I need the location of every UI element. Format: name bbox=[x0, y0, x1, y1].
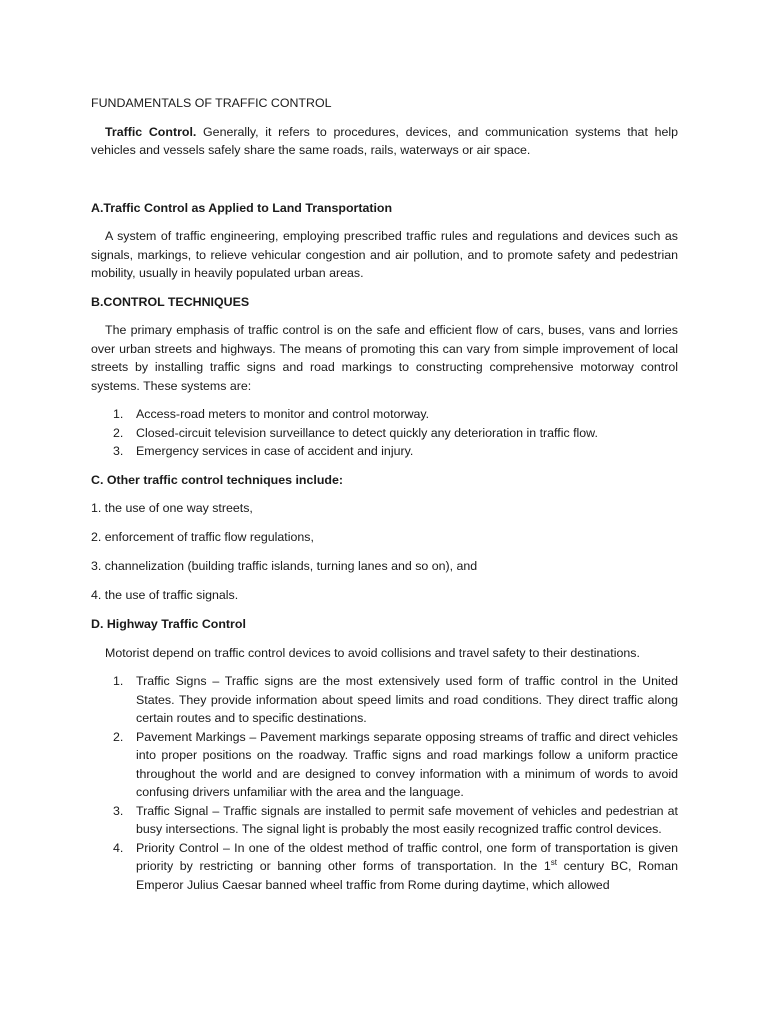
section-a-heading: A.Traffic Control as Applied to Land Transportation bbox=[91, 200, 393, 215]
list-item: 4. the use of traffic signals. bbox=[91, 588, 239, 602]
section-b-heading: B.CONTROL TECHNIQUES bbox=[91, 294, 250, 309]
list-item: 4. Priority Control – In one of the oldest method of traffic control, one form of transportation is given priority by restricting or banning other forms of transportation. In the 1st century BC, Roman Emperor Julius Caesar banned wheel traffic from Rome during daytime, which allowed bbox=[113, 840, 678, 892]
section-b-body: The primary emphasis of traffic control is on the safe and efficient flow of cars, buses, vans and lorries over urban streets and highways. The means of promoting this can vary from simple improvement of local streets by installing traffic signs and road markings to constructing comprehensive motorway control systems. These systems are: bbox=[91, 323, 678, 393]
list-item: 1. Access-road meters to monitor and control motorway. bbox=[113, 407, 430, 421]
document-title: FUNDAMENTALS OF TRAFFIC CONTROL bbox=[91, 96, 332, 110]
section-d-list bbox=[91, 672, 678, 894]
list-item: 1. Traffic Signs – Traffic signs are the most extensively used form of traffic control in the United States. They provide information about speed limits and road conditions. They direct traffic along certain routes and to specific destinations. bbox=[113, 674, 678, 725]
intro-term: Traffic Control. bbox=[105, 124, 197, 139]
section-d-heading: D. Highway Traffic Control bbox=[91, 617, 246, 631]
list-item: 3. Emergency services in case of accident and injury. bbox=[113, 444, 414, 458]
list-item: 2. Closed-circuit television surveillance to detect quickly any deterioration in traffic flow. bbox=[113, 425, 598, 440]
section-c-heading: C. Other traffic control techniques include: bbox=[91, 472, 343, 487]
list-item: 2. enforcement of traffic flow regulations, bbox=[91, 530, 314, 544]
superscript: st bbox=[550, 857, 557, 867]
list-item: 1. the use of one way streets, bbox=[91, 501, 253, 515]
document-page bbox=[91, 94, 678, 904]
section-b-list bbox=[91, 405, 678, 461]
list-item: 3. Traffic Signal – Traffic signals are installed to permit safe movement of vehicles and pedestrian at busy intersections. The signal light is probably the most easily recognized traffic control devices. bbox=[113, 803, 678, 836]
list-item: 3. channelization (building traffic islands, turning lanes and so on), and bbox=[91, 559, 478, 573]
section-a-body: A system of traffic engineering, employing prescribed traffic rules and regulations and devices such as signals, markings, to relieve vehicular congestion and air pollution, and to promote safety and pedestrian mobility, usually in heavily populated urban areas. bbox=[91, 229, 678, 280]
intro-text: Generally, it refers to procedures, devices, and communication systems that help vehicles and vessels safely share the same roads, rails, waterways or air space. bbox=[91, 124, 678, 157]
intro-paragraph bbox=[91, 123, 678, 160]
section-d-body: Motorist depend on traffic control devices to avoid collisions and travel safety to their destinations. bbox=[105, 645, 640, 660]
list-item: 2. Pavement Markings – Pavement markings separate opposing streams of traffic and direct vehicles into proper positions on the roadway. Traffic signs and road markings follow a uniform practice throughout the world and are designed to convey information with a minimum of words to avoid confusing drivers unfamiliar with the area and the language. bbox=[113, 729, 678, 799]
